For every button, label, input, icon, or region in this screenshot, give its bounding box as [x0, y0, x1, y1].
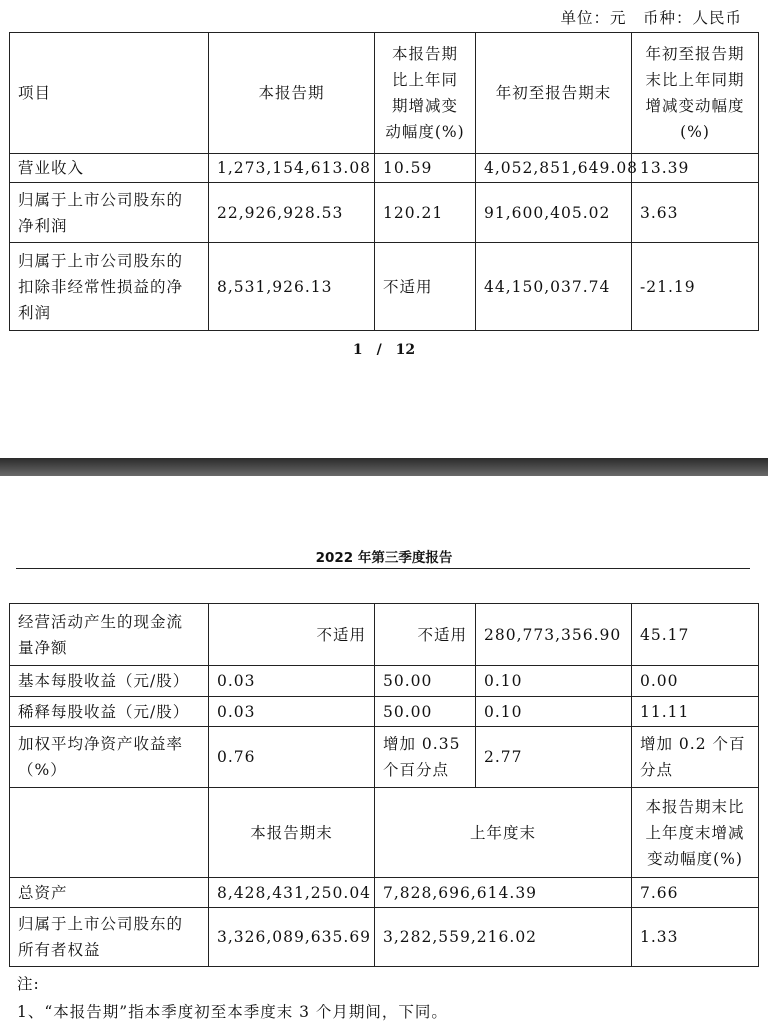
note-line: 1、“本报告期”指本季度初至本季度末 3 个月期间，下同。 [17, 1003, 448, 1021]
key-financials-table [9, 32, 759, 331]
header-ytd: 年初至报告期末 [476, 33, 632, 154]
cell-ytd: 280,773,356.90 [476, 604, 632, 666]
table-row [10, 727, 759, 788]
row-label: 经营活动产生的现金流 量净额 [10, 604, 209, 666]
cell-current-change: 增加 0.35 个百分点 [375, 727, 476, 788]
cell-ytd-change: 0.00 [632, 666, 759, 697]
row-label: 加权平均净资产收益率 （%） [10, 727, 209, 788]
table-row [10, 183, 759, 243]
cell-current: 不适用 [209, 604, 375, 666]
header-period-end: 本报告期末 [209, 788, 375, 878]
cell-period-end: 3,326,089,635.69 [209, 908, 375, 967]
row-label: 归属于上市公司股东的 所有者权益 [10, 908, 209, 967]
table-row [10, 908, 759, 967]
cell-current: 0.03 [209, 666, 375, 697]
row-label: 基本每股收益（元/股） [10, 666, 209, 697]
cell-ytd: 0.10 [476, 697, 632, 727]
header-item: 项目 [10, 33, 209, 154]
report-header: 2022 年第三季度报告 [315, 550, 453, 566]
cell-ytd: 91,600,405.02 [476, 183, 632, 243]
cell-current-change: 10.59 [375, 154, 476, 183]
cell-ytd: 2.77 [476, 727, 632, 788]
header-blank [10, 788, 209, 878]
cell-ytd-change: 11.11 [632, 697, 759, 727]
cell-prior-year-end: 3,282,559,216.02 [375, 908, 632, 967]
currency-unit-note: 单位：元 币种：人民币 [560, 9, 742, 27]
row-label: 归属于上市公司股东的 净利润 [10, 183, 209, 243]
cell-current: 0.03 [209, 697, 375, 727]
table-row [10, 604, 759, 666]
header-period-end-change: 本报告期末比 上年度末增减 变动幅度(%) [632, 788, 759, 878]
table-row [10, 697, 759, 727]
page-separator [0, 458, 768, 476]
key-financials-table-continued [9, 603, 759, 967]
row-label: 总资产 [10, 878, 209, 908]
page-number: 1 / 12 [352, 342, 416, 358]
row-label: 营业收入 [10, 154, 209, 183]
cell-ytd: 4,052,851,649.08 [476, 154, 632, 183]
cell-ytd-change: 45.17 [632, 604, 759, 666]
cell-current-change: 不适用 [375, 604, 476, 666]
header-current-period: 本报告期 [209, 33, 375, 154]
cell-current: 8,531,926.13 [209, 243, 375, 331]
table-row [10, 154, 759, 183]
header-ytd-change: 年初至报告期 末比上年同期 增减变动幅度 (%) [632, 33, 759, 154]
table-row [10, 878, 759, 908]
cell-current: 1,273,154,613.08 [209, 154, 375, 183]
row-label: 归属于上市公司股东的 扣除非经常性损益的净 利润 [10, 243, 209, 331]
cell-current-change: 50.00 [375, 697, 476, 727]
cell-period-end: 8,428,431,250.04 [209, 878, 375, 908]
cell-ytd: 44,150,037.74 [476, 243, 632, 331]
cell-change: 1.33 [632, 908, 759, 967]
cell-current: 22,926,928.53 [209, 183, 375, 243]
cell-ytd-change: 增加 0.2 个百 分点 [632, 727, 759, 788]
table-row [10, 243, 759, 331]
cell-ytd: 0.10 [476, 666, 632, 697]
header-current-change: 本报告期 比上年同 期增减变 动幅度(%) [375, 33, 476, 154]
table-row [10, 666, 759, 697]
table-header-row [10, 33, 759, 154]
cell-current: 0.76 [209, 727, 375, 788]
header-rule [16, 568, 750, 569]
cell-ytd-change: 3.63 [632, 183, 759, 243]
cell-ytd-change: -21.19 [632, 243, 759, 331]
cell-prior-year-end: 7,828,696,614.39 [375, 878, 632, 908]
cell-ytd-change: 13.39 [632, 154, 759, 183]
notes-label: 注: [17, 975, 40, 993]
cell-current-change: 120.21 [375, 183, 476, 243]
period-end-header-row [10, 788, 759, 878]
cell-current-change: 不适用 [375, 243, 476, 331]
header-prior-year-end: 上年度末 [375, 788, 632, 878]
cell-change: 7.66 [632, 878, 759, 908]
row-label: 稀释每股收益（元/股） [10, 697, 209, 727]
cell-current-change: 50.00 [375, 666, 476, 697]
